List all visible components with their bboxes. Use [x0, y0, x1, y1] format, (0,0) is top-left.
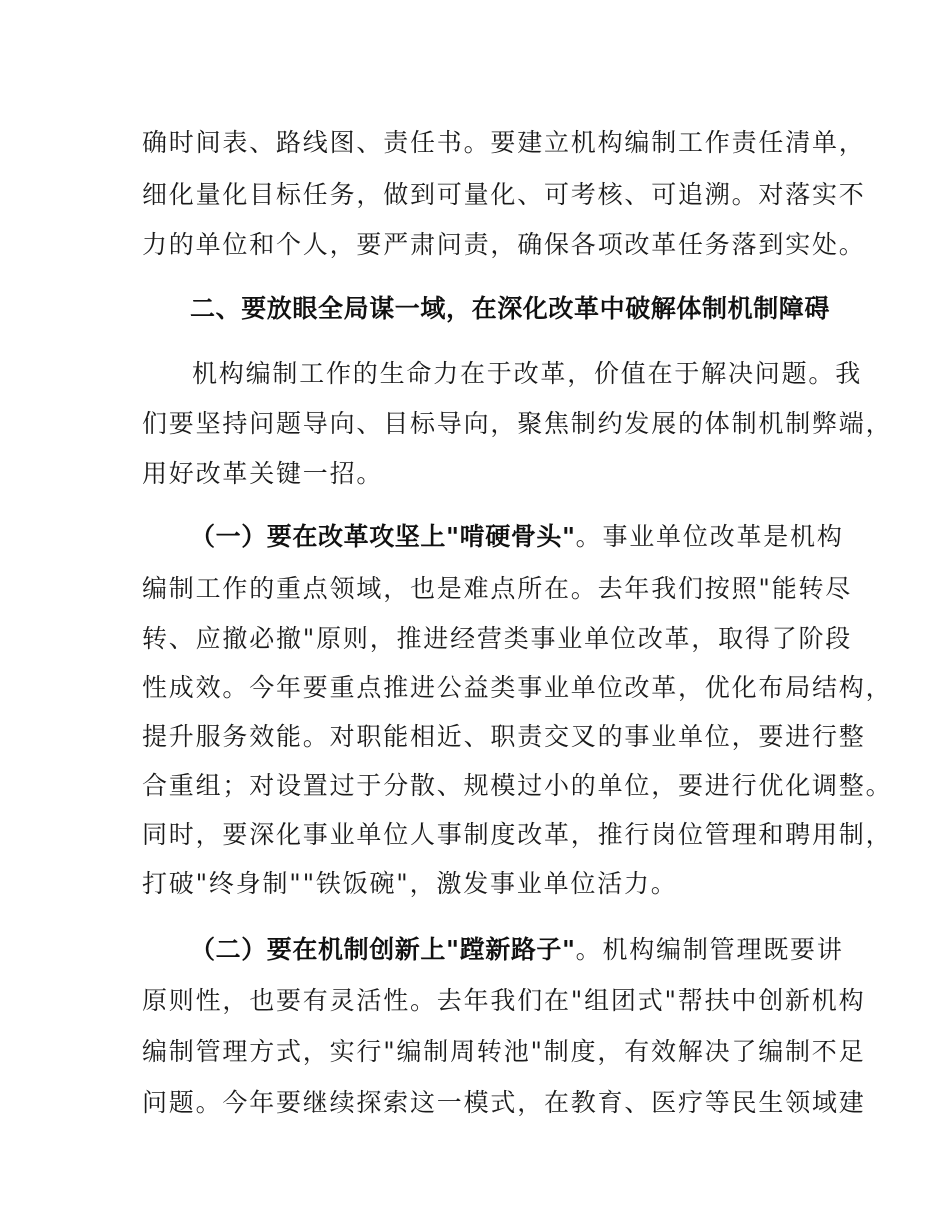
paragraph-line: 同时，要深化事业单位人事制度改革，推行岗位管理和聘用制， — [142, 820, 893, 849]
paragraph-line: 们要坚持问题导向、目标导向，聚焦制约发展的体制机制弊端， — [142, 409, 893, 438]
item-lead: （二）要在机制创新上"蹚新路子" — [190, 935, 576, 964]
item-lead: （一）要在改革攻坚上"啃硬骨头" — [190, 522, 576, 551]
paragraph-line: 合重组；对设置过于分散、规模过小的单位，要进行优化调整。 — [142, 771, 893, 800]
item-lead-rest: 。事业单位改革是机构 — [575, 522, 844, 551]
paragraph-line: 力的单位和个人，要严肃问责，确保各项改革任务落到实处。 — [142, 230, 866, 259]
paragraph-line: 编制管理方式，实行"编制周转池"制度，有效解决了编制不足 — [142, 1037, 866, 1066]
paragraph-line: 提升服务效能。对职能相近、职责交叉的事业单位，要进行整 — [142, 722, 866, 751]
paragraph-line: 问题。今年要继续探索这一模式，在教育、医疗等民生领域建 — [142, 1088, 866, 1117]
paragraph-line: 确时间表、路线图、责任书。要建立机构编制工作责任清单， — [142, 128, 866, 157]
paragraph-line: 细化量化目标任务，做到可量化、可考核、可追溯。对落实不 — [142, 180, 866, 209]
paragraph-line: 性成效。今年要重点推进公益类事业单位改革，优化布局结构， — [142, 673, 893, 702]
paragraph-line: 转、应撤必撤"原则，推进经营类事业单位改革，取得了阶段 — [142, 624, 853, 653]
paragraph-line: 机构编制工作的生命力在于改革，价值在于解决问题。我 — [192, 359, 863, 388]
item-lead-rest: 。机构编制管理既要讲 — [575, 935, 844, 964]
item-first-line — [190, 933, 844, 967]
paragraph-line: 打破"终身制""铁饭碗"，激发事业单位活力。 — [142, 869, 678, 898]
paragraph-line: 用好改革关键一招。 — [142, 459, 384, 488]
item-first-line — [190, 520, 844, 554]
paragraph-line: 编制工作的重点领域，也是难点所在。去年我们按照"能转尽 — [142, 574, 853, 603]
paragraph-line: 原则性，也要有灵活性。去年我们在"组团式"帮扶中创新机构 — [142, 986, 866, 1015]
section-heading: 二、要放眼全局谋一域，在深化改革中破解体制机制障碍 — [190, 294, 831, 323]
